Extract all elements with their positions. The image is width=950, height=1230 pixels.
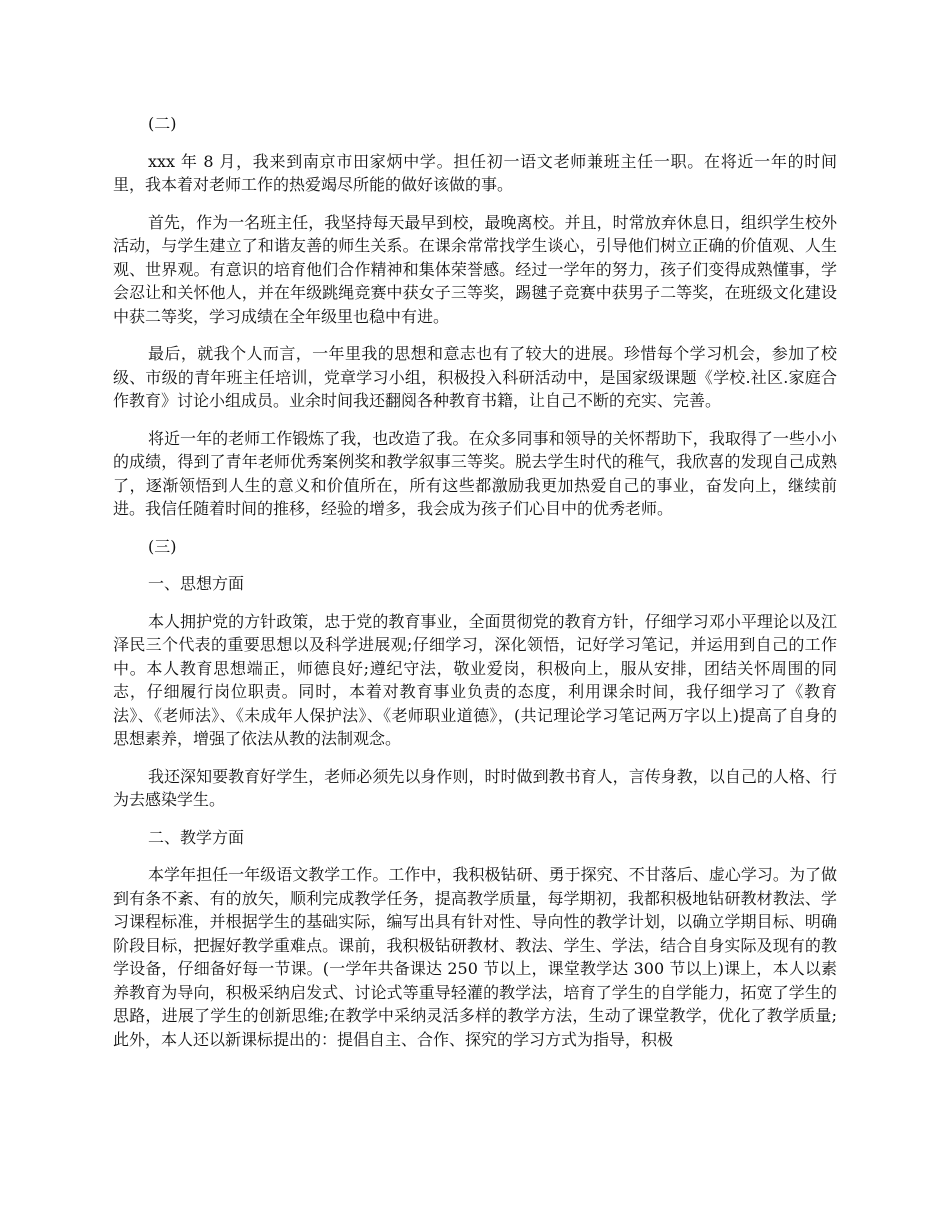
section-heading-3: (三) xyxy=(148,536,177,556)
subheading-ideology: 一、思想方面 xyxy=(148,574,245,593)
paragraph-summary: 将近一年的老师工作锻炼了我，也改造了我。在众多同事和领导的关怀帮助下，我取得了一些小小的成绩，得到了青年老师优秀案例奖和教学叙事三等奖。脱去学生时代的稚气，我欣喜的发现自己成熟了，逐渐领悟到人生的意义和价值所在，所有这些都激励我更加热爱自己的事业，奋发向上，继续前进。我信任随着时间的推移，经验的增多，我会成为孩子们心目中的优秀老师。 xyxy=(113,428,837,518)
paragraph-personal-growth: 最后，就我个人而言，一年里我的思想和意志也有了较大的进展。珍惜每个学习机会，参加了校级、市级的青年班主任培训，党章学习小组，积极投入科研活动中，是国家级课题《学校.社区.家庭合作教育》讨论小组成员。业余时间我还翻阅各种教育书籍，让自己不断的充实、完善。 xyxy=(113,344,837,410)
section-heading-2: (二) xyxy=(148,114,177,133)
paragraph-class-teacher: 首先，作为一名班主任，我坚持每天最早到校，最晚离校。并且，时常放弃休息日，组织学生校外活动，与学生建立了和谐友善的师生关系。在课余常常找学生谈心，引导他们树立正确的价值观、人生观、世界观。有意识的培育他们合作精神和集体荣誉感。经过一学年的努力，孩子们变得成熟懂事，学会忍让和关怀他人，并在年级跳绳竞赛中获女子三等奖，踢毽子竞赛中获男子二等奖，在班级文化建设中获二等奖，学习成绩在全年级里也稳中有进。 xyxy=(113,212,837,326)
paragraph-ideology: 本人拥护党的方针政策，忠于党的教育事业，全面贯彻党的教育方针，仔细学习邓小平理论以及江泽民三个代表的重要思想以及科学进展观;仔细学习，深化领悟，记好学习笔记，并运用到自己的工作中。本人教育思想端正，师德良好;遵纪守法，敬业爱岗，积极向上，服从安排，团结关怀周围的同志，仔细履行岗位职责。同时，本着对教育事业负责的态度，利用课余时间，我仔细学习了《教育法》、《老师法》、《未成年人保护法》、《老师职业道德》，(共记理论学习笔记两万字以上)提高了自身的思想素养，增强了依法从教的法制观念。 xyxy=(113,611,837,748)
paragraph-role-model: 我还深知要教育好学生，老师必须先以身作则，时时做到教书育人，言传身教，以自己的人格、行为去感染学生。 xyxy=(113,766,837,809)
paragraph-teaching: 本学年担任一年级语文教学工作。工作中，我积极钻研、勇于探究、不甘落后、虚心学习。为了做到有条不紊、有的放矢，顺利完成教学任务，提高教学质量，每学期初，我都积极地钻研教材教法、学习课程标准，并根据学生的基础实际，编写出具有针对性、导向性的教学计划，以确立学期目标、明确阶段目标，把握好教学重难点。课前，我积极钻研教材、教法、学生、学法，结合自身实际及现有的教学设备，仔细备好每一节课。(一学年共备课达 250 节以上，课堂教学达 300 节以上)课上，本人以素养教育为导向，积极采纳启发式、讨论式等重导轻灌的教学法，培育了学生的自学能力，拓宽了学生的思路，进展了学生的创新思维;在教学中采纳灵活多样的教学方法，生动了课堂教学，优化了教学质量;此外，本人还以新课标提出的：提倡自主、合作、探究的学习方式为指导，积极 xyxy=(113,865,837,1049)
subheading-teaching: 二、教学方面 xyxy=(148,827,245,847)
document-page xyxy=(113,112,837,1065)
paragraph-intro: xxx 年 8 月，我来到南京市田家炳中学。担任初一语文老师兼班主任一职。在将近一年的时间里，我本着对老师工作的热爱竭尽所能的做好该做的事。 xyxy=(113,151,837,194)
